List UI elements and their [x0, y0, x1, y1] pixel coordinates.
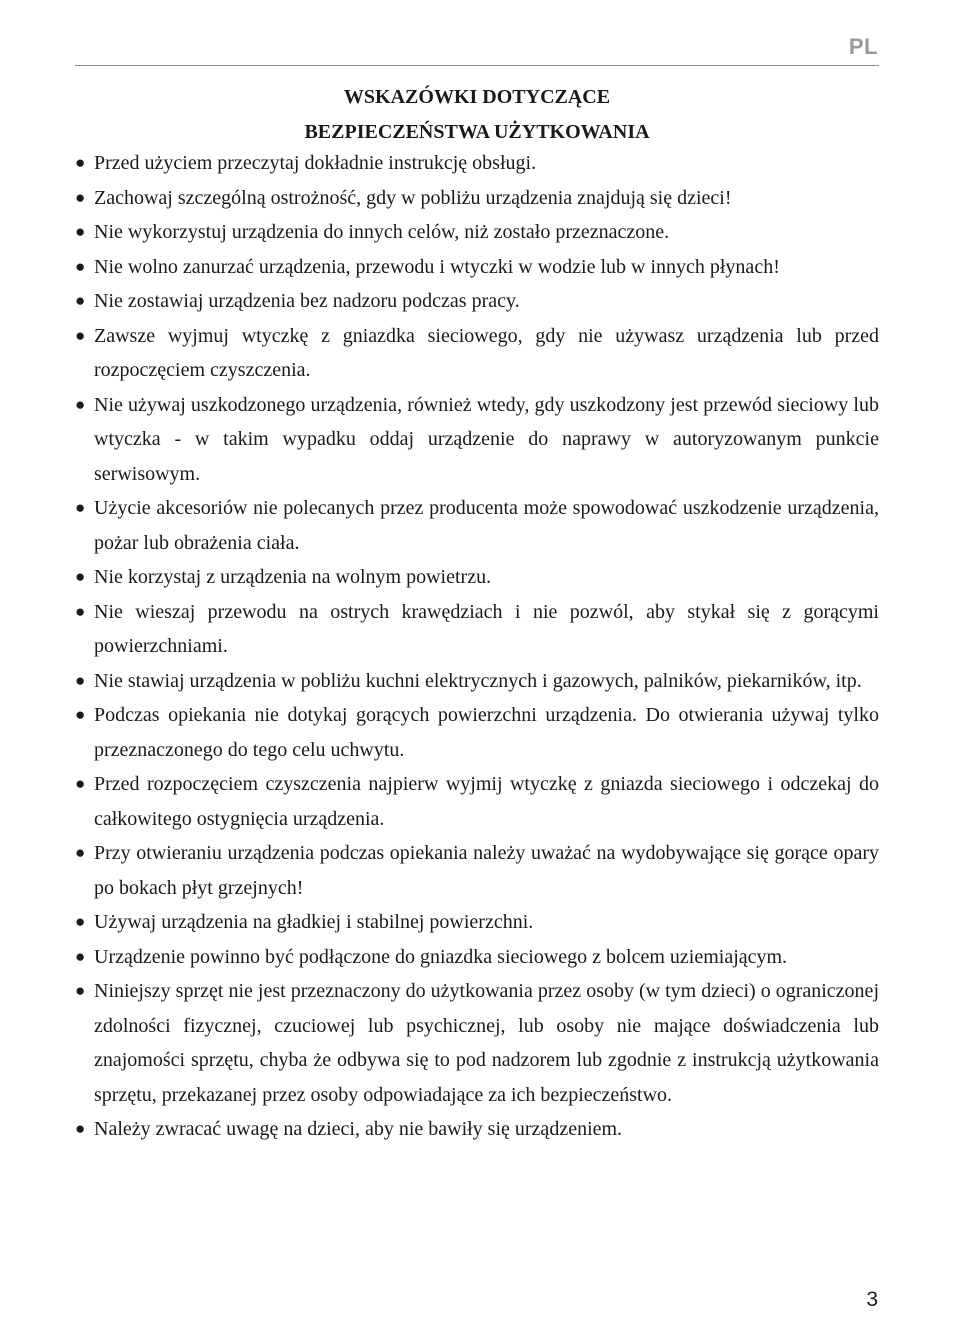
- list-item: [75, 284, 879, 319]
- list-item-text: Nie zostawiaj urządzenia bez nadzoru podczas pracy.: [94, 290, 520, 312]
- list-item: [75, 1112, 879, 1147]
- bullet-icon: ●: [75, 601, 86, 621]
- list-item: [75, 560, 879, 595]
- list-item: [75, 388, 879, 492]
- language-code: PL: [848, 34, 878, 59]
- list-item: [75, 595, 879, 664]
- bullet-icon: ●: [75, 394, 86, 414]
- bullet-icon: ●: [75, 222, 86, 241]
- list-item-text: Urządzenie powinno być podłączone do gniazdka sieciowego z bolcem uziemiającym.: [94, 945, 788, 968]
- bullet-icon: ●: [75, 153, 86, 172]
- list-item-text: Używaj urządzenia na gładkiej i stabilnej powierzchni.: [94, 911, 534, 933]
- list-item: [75, 836, 879, 905]
- bullet-icon: ●: [75, 912, 86, 931]
- list-item: [75, 250, 879, 285]
- bullet-icon: ●: [75, 1119, 86, 1138]
- list-item-text: Użycie akcesoriów nie polecanych przez producenta może spowodować uszkodzenie urządzenia, pożar lub obrażenia ciała.: [94, 497, 879, 554]
- bullet-icon: ●: [75, 567, 86, 586]
- header-divider: [75, 65, 879, 66]
- list-item-text: Przy otwieraniu urządzenia podczas opiekania należy uważać na wydobywające się gorące opary po bokach płyt grzejnych!: [94, 842, 879, 899]
- page-number: 3: [866, 1288, 878, 1311]
- bullet-icon: ●: [75, 498, 86, 517]
- list-item-text: Zachowaj szczególną ostrożność, gdy w pobliżu urządzenia znajdują się dzieci!: [94, 186, 732, 209]
- list-item: [75, 215, 879, 250]
- list-item: [75, 491, 879, 560]
- list-item-text: Przed użyciem przeczytaj dokładnie instrukcję obsługi.: [94, 152, 537, 174]
- bullet-icon: ●: [75, 774, 86, 793]
- page-title-line-1: WSKAZÓWKI DOTYCZĄCE: [343, 86, 611, 108]
- list-item-text: Podczas opiekania nie dotykaj gorących powierzchni urządzenia. Do otwierania używaj tylko przeznaczonego do tego celu uchwytu.: [94, 704, 879, 761]
- list-item: [75, 146, 879, 181]
- page-title-line-2: BEZPIECZEŃSTWA UŻYTKOWANIA: [304, 120, 650, 143]
- list-item-text: Nie korzystaj z urządzenia na wolnym powietrzu.: [94, 566, 492, 588]
- list-item: [75, 940, 879, 975]
- list-item-text: Zawsze wyjmuj wtyczkę z gniazdka sieciowego, gdy nie używasz urządzenia lub przed rozpoczęciem czyszczenia.: [94, 324, 879, 381]
- list-item-text: Niniejszy sprzęt nie jest przeznaczony do użytkowania przez osoby (w tym dzieci) o ograniczonej zdolności fizycznej, czuciowej lub psychicznej, lub osoby nie mające doświadczenia lub znajomości sprzętu, chyba że odbywa się to pod nadzorem lub zgodnie z instrukcją użytkowania sprzętu, przekazanej przez osoby odpowiadające za ich bezpieczeństwo.: [94, 980, 879, 1106]
- list-item: [75, 664, 879, 699]
- list-item-text: Nie wolno zanurzać urządzenia, przewodu i wtyczki w wodzie lub w innych płynach!: [94, 255, 780, 278]
- list-item: [75, 319, 879, 388]
- bullet-icon: ●: [75, 843, 86, 862]
- list-item: [75, 181, 879, 216]
- list-item: [75, 905, 879, 940]
- bullet-icon: ●: [75, 981, 86, 1000]
- list-item-text: Przed rozpoczęciem czyszczenia najpierw wyjmij wtyczkę z gniazda sieciowego i odczekaj do całkowitego ostygnięcia urządzenia.: [94, 773, 879, 830]
- safety-rules-list: [75, 146, 879, 1147]
- list-item-text: Nie wieszaj przewodu na ostrych krawędziach i nie pozwól, aby stykał się z gorącymi powierzchniami.: [94, 600, 879, 657]
- bullet-icon: ●: [75, 325, 86, 345]
- page-title: [75, 80, 879, 149]
- bullet-icon: ●: [75, 256, 86, 276]
- list-item: [75, 767, 879, 836]
- bullet-icon: ●: [75, 670, 86, 690]
- bullet-icon: ●: [75, 705, 86, 724]
- list-item-text: Nie wykorzystuj urządzenia do innych celów, niż zostało przeznaczone.: [94, 221, 670, 243]
- list-item-text: Nie stawiaj urządzenia w pobliżu kuchni elektrycznych i gazowych, palników, piekarników, itp.: [94, 669, 862, 692]
- bullet-icon: ●: [75, 946, 86, 966]
- list-item: [75, 698, 879, 767]
- list-item: [75, 974, 879, 1112]
- list-item-text: Należy zwracać uwagę na dzieci, aby nie bawiły się urządzeniem.: [94, 1118, 623, 1140]
- bullet-icon: ●: [75, 291, 86, 310]
- list-item-text: Nie używaj uszkodzonego urządzenia, również wtedy, gdy uszkodzony jest przewód sieciowy lub wtyczka - w takim wypadku oddaj urządzenie do naprawy w autoryzowanym punkcie serwisowym.: [94, 393, 879, 485]
- bullet-icon: ●: [75, 187, 86, 207]
